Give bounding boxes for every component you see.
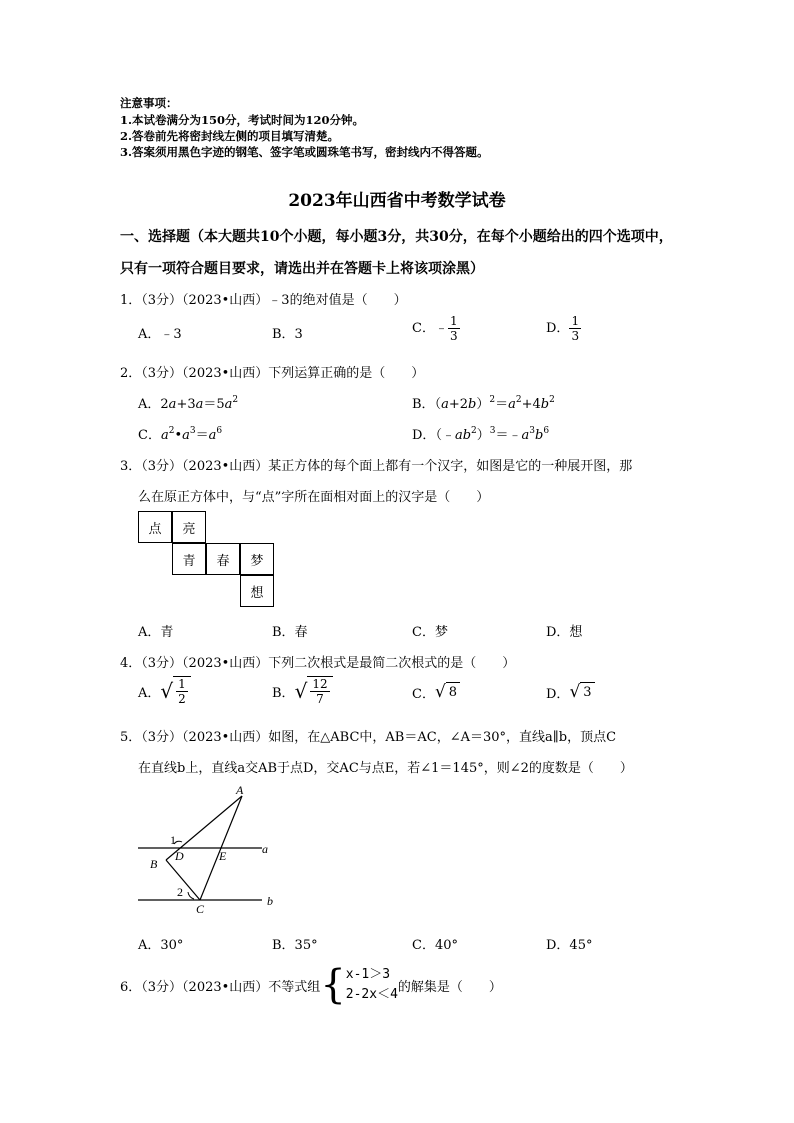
notice-item-2: 2.答卷前先将密封线左侧的项目填写清楚。 — [120, 129, 340, 143]
label-angle-2: 2 — [177, 885, 183, 899]
q5-option-b: B．35° — [272, 938, 318, 953]
q3-option-a: A．青 — [138, 625, 174, 640]
q5-option-d: D．45° — [546, 938, 593, 953]
q4-d-radicand: 3 — [580, 682, 594, 702]
q1-option-d — [546, 314, 581, 343]
q4-option-a-label: A． — [138, 685, 161, 701]
q1-d-numerator: 1 — [571, 314, 580, 328]
section-header-line-1: 一、选择题（本大题共10个小题，每小题3分，共30分，在每个小题给出的四个选项中， — [120, 229, 673, 245]
net-face-liang: 亮 — [172, 511, 206, 543]
q1-option-c-sign: ﹣ — [434, 321, 448, 336]
q4-option-c — [412, 682, 460, 702]
question-5-prefix: 5．（3分）（2023•山西） — [120, 730, 269, 745]
question-6-prefix: 6．（3分）（2023•山西） — [120, 979, 269, 995]
question-4-prefix: 4．（3分）（2023•山西） — [120, 656, 269, 671]
q5-option-a: A．30° — [138, 938, 184, 953]
q2-option-a: A．$2a+3a=5a^2$ — [138, 395, 239, 412]
q4-option-b — [272, 676, 333, 706]
q3-option-b: B．春 — [272, 625, 308, 640]
q2-option-b-label: B． — [412, 397, 435, 412]
label-b: b — [267, 894, 273, 908]
question-5-line-1 — [120, 726, 616, 745]
q5-option-c: C．40° — [412, 938, 458, 953]
label-angle-1: 1 — [170, 833, 176, 847]
net-face-chun: 春 — [206, 543, 240, 575]
q1-option-b: B．3 — [272, 327, 303, 342]
question-4 — [120, 652, 515, 671]
label-a: a — [262, 842, 268, 856]
q4-a-fraction — [176, 677, 188, 706]
q1-option-d-label: D． — [546, 321, 570, 336]
q4-b-radical: √ $\frac{12}{7}$ — [295, 676, 333, 706]
notice-item-1: 1.本试卷满分为150分，考试时间为120分钟。 — [120, 113, 365, 127]
q4-b-denominator: 7 — [316, 692, 324, 706]
question-2 — [120, 362, 424, 381]
q4-b-fraction — [310, 677, 329, 706]
question-6-stem-pre: 不等式组 — [268, 979, 321, 995]
net-face-qing: 青 — [172, 543, 206, 575]
notice-heading: 注意事项： — [120, 96, 178, 110]
label-E: E — [219, 849, 227, 863]
question-3-stem-2: 么在原正方体中，与“点”字所在面相对面上的汉字是（ ） — [138, 490, 490, 505]
segment-bc — [166, 860, 200, 900]
angle-2-arc — [188, 892, 194, 899]
q4-c-radical: √ 8 — [435, 682, 460, 702]
question-5-stem-1: 如图，在△ABC中，AB＝AC，∠A＝30°，直线a∥b，顶点C — [268, 730, 617, 745]
net-face-dian: 点 — [138, 511, 172, 543]
question-1-prefix: 1．（3分）（2023•山西） — [120, 293, 269, 308]
question-3-line-1 — [120, 455, 632, 474]
q4-b-numerator: 12 — [312, 677, 328, 691]
q4-option-b-label: B． — [272, 685, 295, 701]
net-face-xiang: 想 — [240, 575, 274, 607]
q1-c-denominator: 3 — [449, 329, 458, 343]
q1-option-c-label: C． — [412, 321, 435, 336]
q2-option-d-label: D． — [412, 428, 436, 443]
q1-option-c-fraction — [448, 314, 460, 343]
q2-option-a-label: A． — [138, 397, 161, 412]
triangle-parallel-lines-figure — [130, 782, 290, 922]
inequality-1: x-1＞3 — [345, 967, 391, 982]
q4-a-numerator: 1 — [178, 677, 186, 691]
label-A: A — [236, 783, 244, 797]
q2-option-d: D．$(﹣ab^2)^3=﹣a^3b^6$ — [412, 426, 550, 443]
question-3-prefix: 3．（3分）（2023•山西） — [120, 459, 269, 474]
q3-option-d: D．想 — [546, 625, 583, 640]
label-D: D — [175, 849, 184, 863]
question-5-stem-2: 在直线b上，直线a交AB于点D，交AC与点E，若∠1＝145°，则∠2的度数是（ ） — [138, 761, 633, 776]
question-3-stem-1: 某正方体的每个面上都有一个汉字，如图是它的一种展开图，那 — [268, 459, 633, 474]
q1-d-denominator: 3 — [571, 329, 580, 343]
q4-option-d — [546, 682, 595, 702]
inequality-system — [320, 962, 398, 1008]
left-brace-icon: { — [320, 962, 346, 1008]
question-6 — [120, 962, 502, 1008]
q4-c-radicand: 8 — [446, 682, 460, 702]
q4-option-a — [138, 676, 191, 706]
q2-option-c-label: C． — [138, 428, 161, 443]
question-2-stem: 下列运算正确的是（ ） — [268, 366, 425, 381]
q4-a-radical: √ $\frac{1}{2}$ — [160, 676, 190, 706]
q2-option-b: B．$(a+2b)^2=a^2+4b^2$ — [412, 395, 555, 412]
page-title: 2023年山西省中考数学试卷 — [288, 191, 506, 211]
q3-option-c: C．梦 — [412, 625, 448, 640]
q4-option-c-label: C． — [412, 686, 435, 702]
q1-option-d-fraction — [569, 314, 581, 343]
section-header-line-2: 只有一项符合题目要求，请选出并在答题卡上将该项涂黑） — [120, 261, 484, 277]
q2-option-c: C．$a^2•a^3=a^6$ — [138, 426, 223, 443]
q4-option-d-label: D． — [546, 686, 570, 702]
q4-d-radical: √ 3 — [569, 682, 594, 702]
question-1 — [120, 289, 407, 308]
label-C: C — [196, 902, 205, 916]
question-6-stem-post: 的解集是（ ） — [397, 979, 502, 995]
inequality-2: 2-2x＜4 — [345, 987, 398, 1002]
q4-a-denominator: 2 — [178, 692, 186, 706]
notice-item-3: 3.答案须用黑色字迹的钢笔、签字笔或圆珠笔书写，密封线内不得答题。 — [120, 145, 489, 159]
q1-option-a: A．﹣3 — [138, 327, 182, 342]
q1-option-c — [412, 314, 460, 343]
question-4-stem: 下列二次根式是最简二次根式的是（ ） — [268, 656, 516, 671]
label-B: B — [150, 857, 158, 871]
question-2-prefix: 2．（3分）（2023•山西） — [120, 366, 269, 381]
net-face-meng: 梦 — [240, 543, 274, 575]
question-1-stem: ﹣3的绝对值是（ ） — [268, 293, 407, 308]
q1-c-numerator: 1 — [449, 314, 458, 328]
